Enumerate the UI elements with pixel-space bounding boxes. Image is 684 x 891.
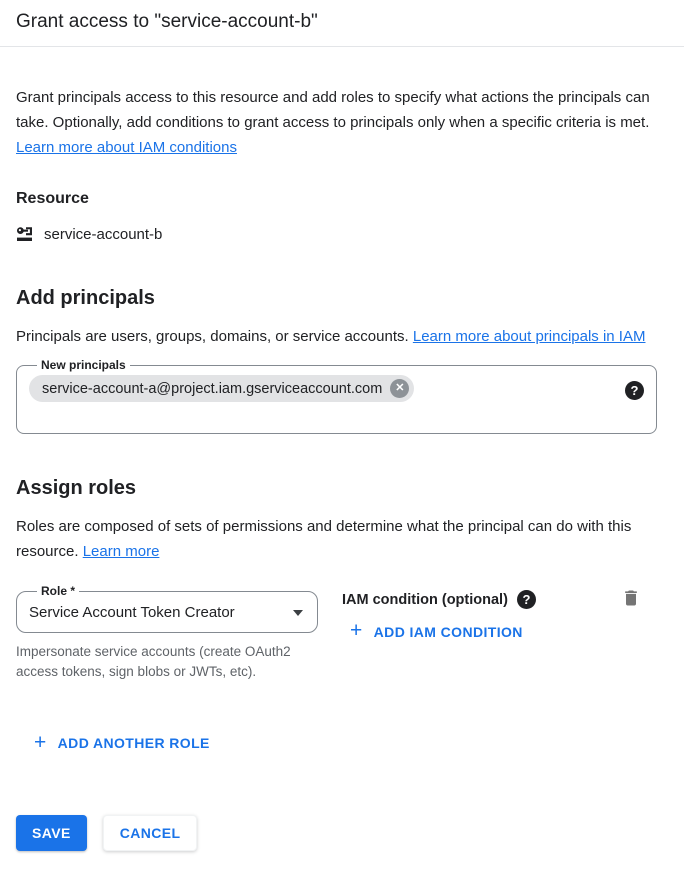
new-principals-label: New principals — [41, 358, 126, 372]
role-row — [16, 585, 668, 695]
role-select-field[interactable] — [16, 585, 318, 633]
new-principals-input-area[interactable] — [29, 375, 644, 419]
new-principals-field[interactable] — [16, 359, 657, 434]
resource-name: service-account-b — [44, 226, 163, 243]
roles-description — [16, 514, 668, 564]
dialog-content — [0, 85, 684, 755]
role-column — [16, 585, 318, 695]
add-iam-condition-label: ADD IAM CONDITION — [373, 623, 523, 640]
role-field-label: Role * — [41, 584, 76, 598]
principals-description-text: Principals are users, groups, domains, or service accounts. — [16, 328, 409, 345]
iam-conditions-link[interactable]: Learn more about IAM conditions — [16, 139, 237, 156]
role-description: Impersonate service accounts (create OAuth2 access tokens, sign blobs or JWTs, etc). — [16, 644, 291, 679]
add-another-role-button[interactable] — [34, 730, 210, 754]
principals-description — [16, 324, 668, 349]
add-iam-condition-button[interactable] — [350, 621, 523, 642]
iam-condition-label-row — [342, 590, 621, 609]
principals-help-icon[interactable]: ? — [625, 381, 644, 400]
cancel-button[interactable]: CANCEL — [103, 815, 198, 851]
roles-learn-more-link[interactable]: Learn more — [82, 543, 160, 560]
principal-chip-value: service-account-a@project.iam.gserviceaccount.com — [42, 380, 383, 397]
add-another-role-label: ADD ANOTHER ROLE — [57, 735, 210, 751]
service-account-icon — [16, 225, 35, 244]
role-selected-value: Service Account Token Creator — [29, 604, 235, 621]
role-select[interactable] — [29, 600, 305, 621]
principal-chip — [29, 375, 414, 402]
dialog-footer — [0, 755, 684, 869]
intro-paragraph — [16, 85, 668, 160]
dialog-title: Grant access to "service-account-b" — [16, 11, 318, 32]
add-principals-heading: Add principals — [16, 287, 155, 309]
save-button[interactable]: SAVE — [16, 815, 87, 851]
roles-description-text: Roles are composed of sets of permissions and determine what the principal can do with this resource. — [16, 518, 632, 560]
dialog-header — [0, 0, 684, 47]
intro-text: Grant principals access to this resource and add roles to specify what actions the principals can take. Optionally, add conditions to grant access to principals only when a specific criteria is met. — [16, 89, 650, 131]
assign-roles-heading: Assign roles — [16, 477, 137, 499]
iam-condition-help-icon[interactable]: ? — [517, 590, 536, 609]
iam-condition-label: IAM condition (optional) — [342, 591, 508, 608]
resource-heading: Resource — [16, 190, 89, 207]
trash-icon — [621, 596, 641, 611]
chip-remove-icon[interactable]: ✕ — [390, 379, 409, 398]
plus-icon: + — [34, 730, 47, 754]
resource-row — [16, 225, 668, 244]
plus-icon: + — [350, 619, 363, 642]
delete-role-button[interactable] — [621, 588, 641, 611]
iam-condition-column — [342, 585, 621, 643]
principals-learn-more-link[interactable]: Learn more about principals in IAM — [412, 328, 646, 345]
chevron-down-icon — [293, 610, 303, 616]
